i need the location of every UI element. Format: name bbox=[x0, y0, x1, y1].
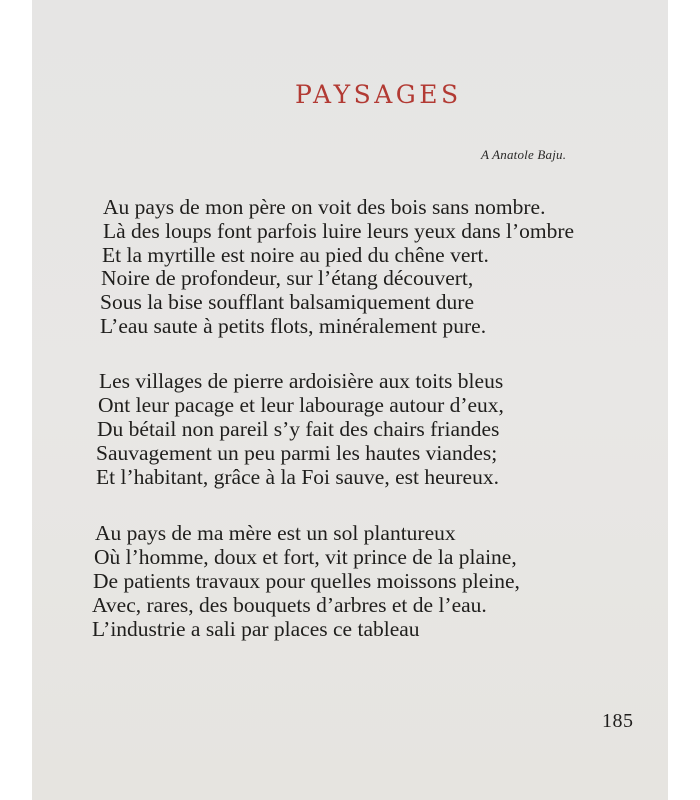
verse-line: Et la myrtille est noire au pied du chêne vert. bbox=[102, 243, 489, 267]
verse-line: Au pays de ma mère est un sol plantureux bbox=[95, 521, 456, 545]
verse-line: Avec, rares, des bouquets d’arbres et de l’eau. bbox=[92, 593, 487, 617]
verse-line: Les villages de pierre ardoisière aux toits bleus bbox=[99, 369, 504, 393]
page-number: 185 bbox=[602, 710, 634, 732]
verse-line: Ont leur pacage et leur labourage autour d’eux, bbox=[98, 393, 504, 417]
book-page bbox=[32, 0, 668, 800]
poem-title: PAYSAGES bbox=[295, 80, 462, 109]
verse-line: Sauvagement un peu parmi les hautes viandes; bbox=[96, 441, 498, 465]
dedication: A Anatole Baju. bbox=[481, 147, 567, 162]
verse-line: Sous la bise soufflant balsamiquement dure bbox=[100, 290, 474, 314]
verse-line: De patients travaux pour quelles moissons pleine, bbox=[93, 569, 520, 593]
verse-line: Noire de profondeur, sur l’étang découvert, bbox=[101, 266, 474, 290]
verse-line: L’eau saute à petits flots, minéralement pure. bbox=[100, 314, 487, 338]
verse-line: Là des loups font parfois luire leurs yeux dans l’ombre bbox=[103, 219, 575, 243]
verse-line: Et l’habitant, grâce à la Foi sauve, est heureux. bbox=[96, 465, 499, 489]
verse-line: Où l’homme, doux et fort, vit prince de la plaine, bbox=[94, 545, 517, 569]
verse-line: Du bétail non pareil s’y fait des chairs friandes bbox=[97, 417, 500, 441]
verse-line: Au pays de mon père on voit des bois sans nombre. bbox=[103, 195, 546, 219]
verse-line: L’industrie a sali par places ce tableau bbox=[92, 617, 420, 641]
